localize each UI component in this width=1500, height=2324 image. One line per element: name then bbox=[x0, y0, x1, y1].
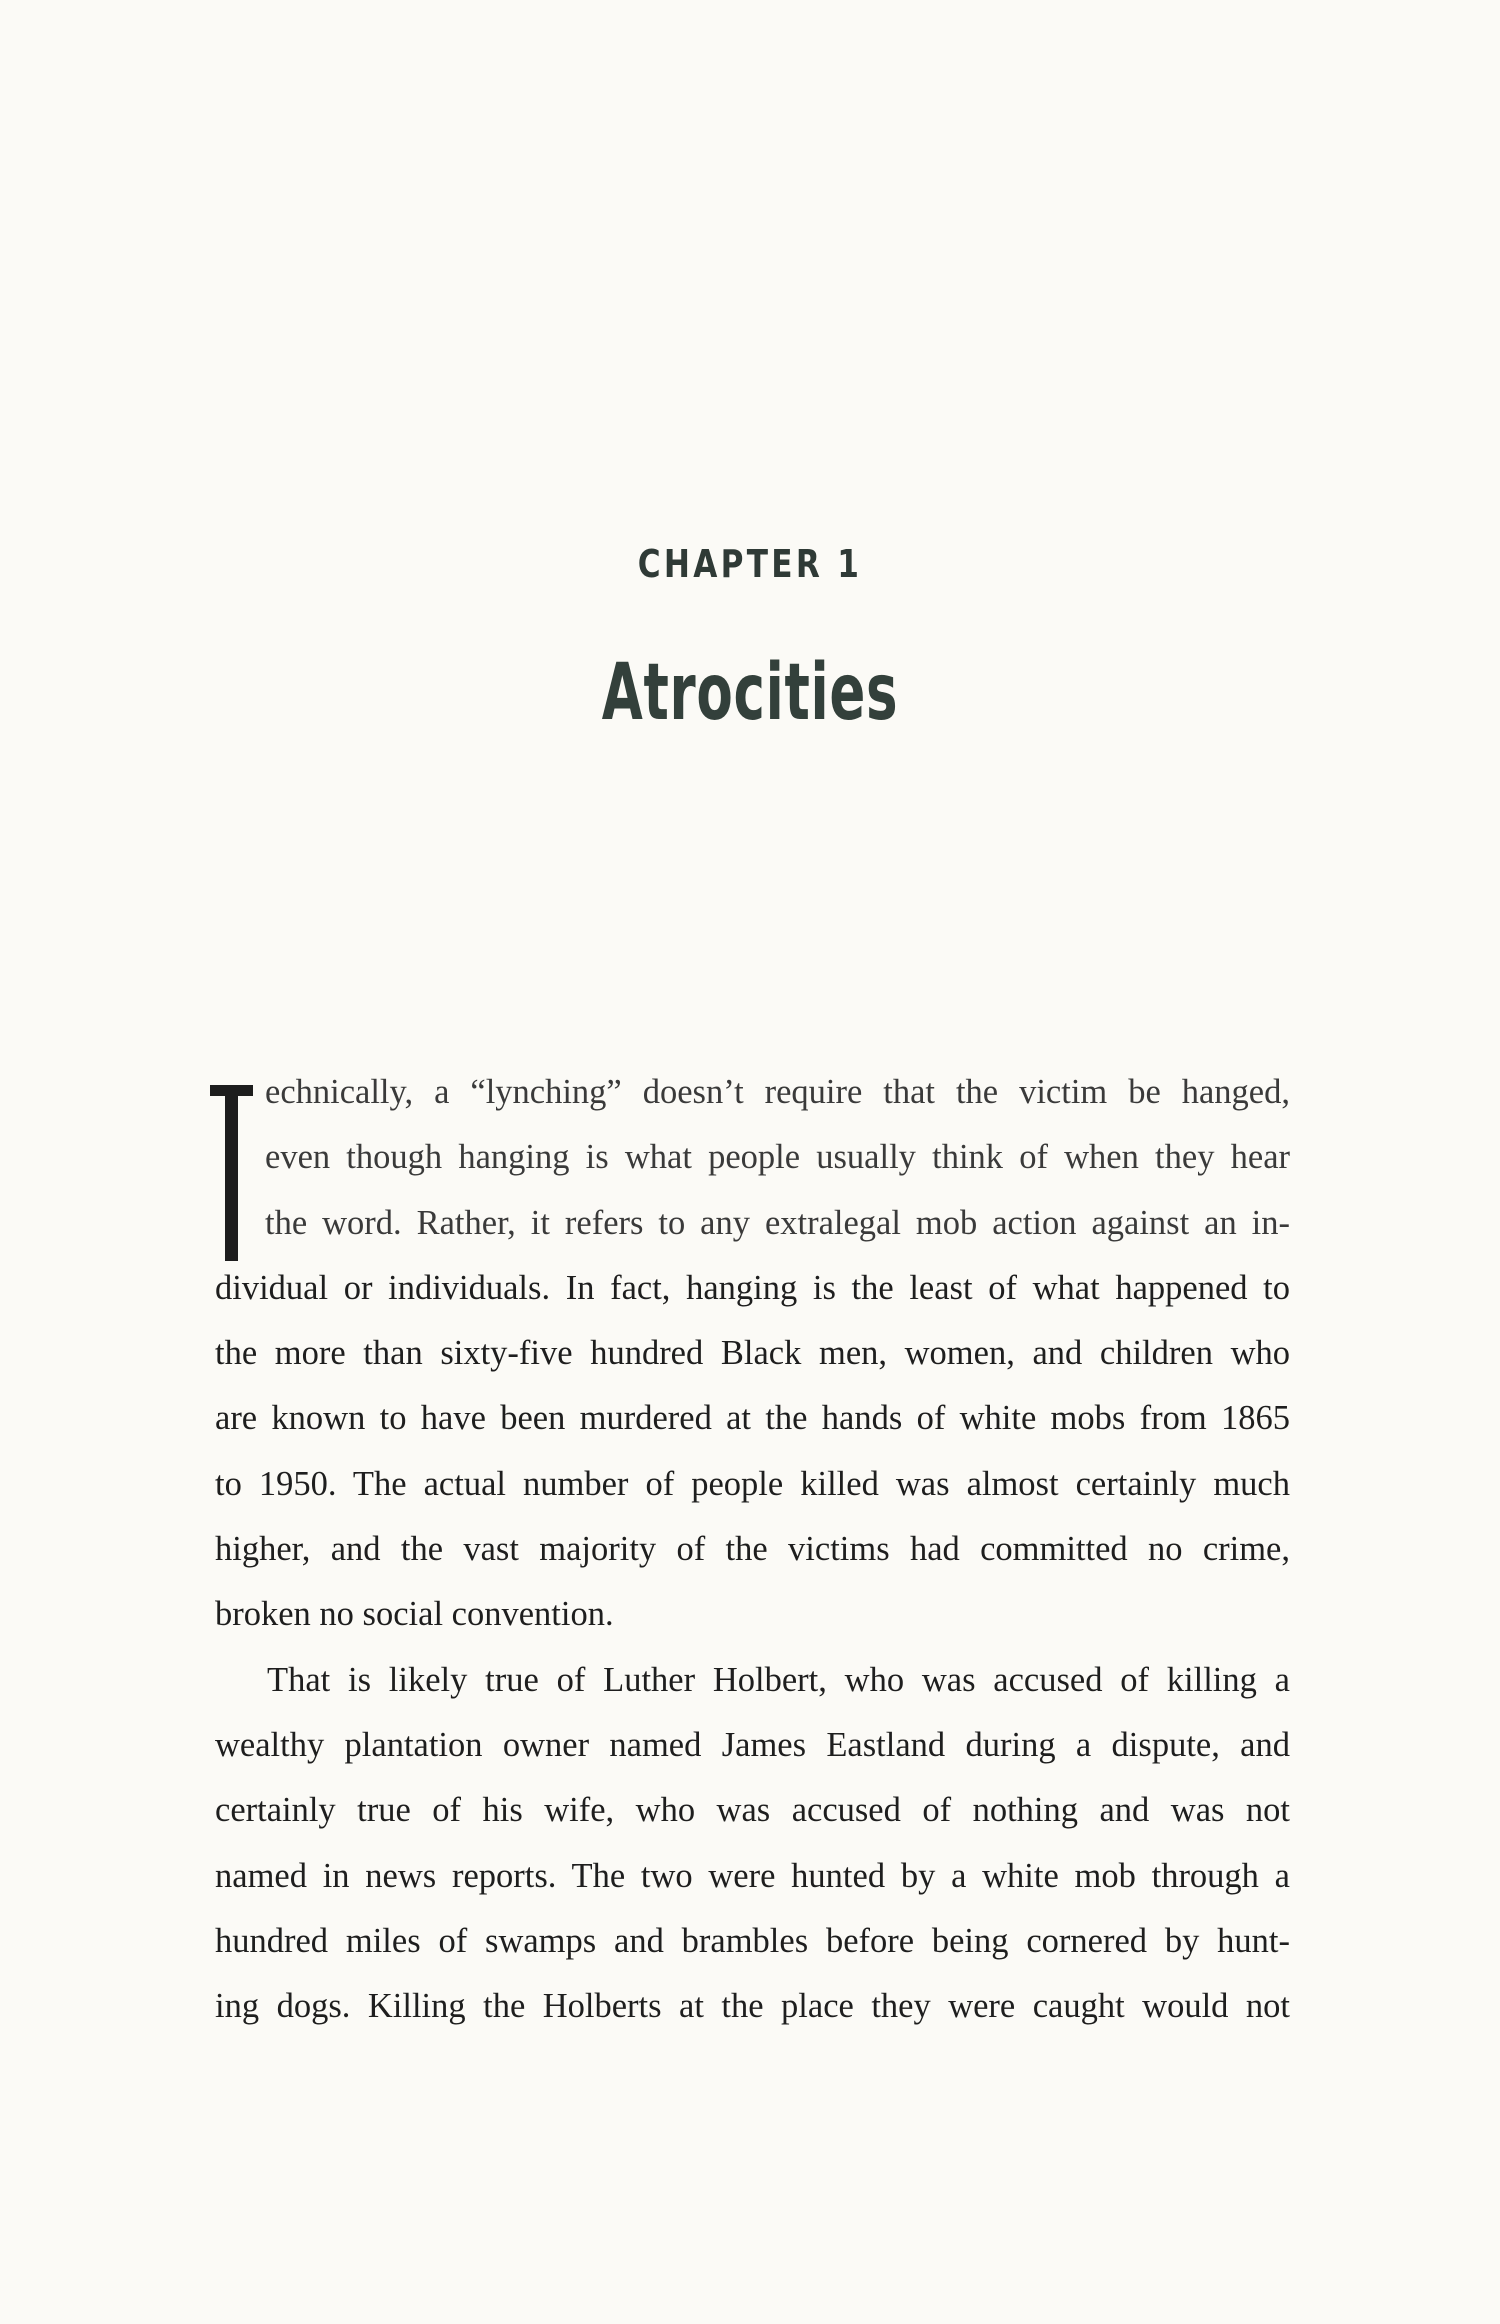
text-line: even though hanging is what people usually think of when they hear bbox=[265, 1138, 1290, 1177]
chapter-title: Atrocities bbox=[601, 648, 899, 738]
drop-cap-letter bbox=[210, 1085, 211, 1086]
body-text bbox=[215, 1072, 1290, 2051]
text-line: certainly true of his wife, who was accused of nothing and was not bbox=[215, 1791, 1290, 1830]
text-line: echnically, a “lynching” doesn’t require that the victim be hanged, bbox=[265, 1073, 1290, 1111]
chapter-label: CHAPTER 1 bbox=[637, 542, 863, 586]
text-line: named in news reports. The two were hunted by a white mob through a bbox=[215, 1856, 1290, 1895]
text-line: hundred miles of swamps and brambles before being cornered by hunt- bbox=[215, 1921, 1290, 1960]
text-line: broken no social convention. bbox=[215, 1595, 614, 1634]
text-line: the word. Rather, it refers to any extralegal mob action against an in- bbox=[265, 1203, 1290, 1242]
text-line: That is likely true of Luther Holbert, who was accused of killing a bbox=[267, 1660, 1290, 1699]
text-line: ing dogs. Killing the Holberts at the place they were caught would not bbox=[215, 1987, 1290, 2026]
text-line: wealthy plantation owner named James Eastland during a dispute, and bbox=[215, 1725, 1290, 1764]
text-line: to 1950. The actual number of people killed was almost certainly much bbox=[215, 1464, 1290, 1503]
text-line: are known to have been murdered at the hands of white mobs from 1865 bbox=[215, 1399, 1290, 1438]
text-line: dividual or individuals. In fact, hanging is the least of what happened to bbox=[215, 1268, 1290, 1307]
text-line: the more than sixty-five hundred Black men, women, and children who bbox=[215, 1334, 1290, 1373]
text-line: higher, and the vast majority of the victims had committed no crime, bbox=[215, 1530, 1290, 1569]
